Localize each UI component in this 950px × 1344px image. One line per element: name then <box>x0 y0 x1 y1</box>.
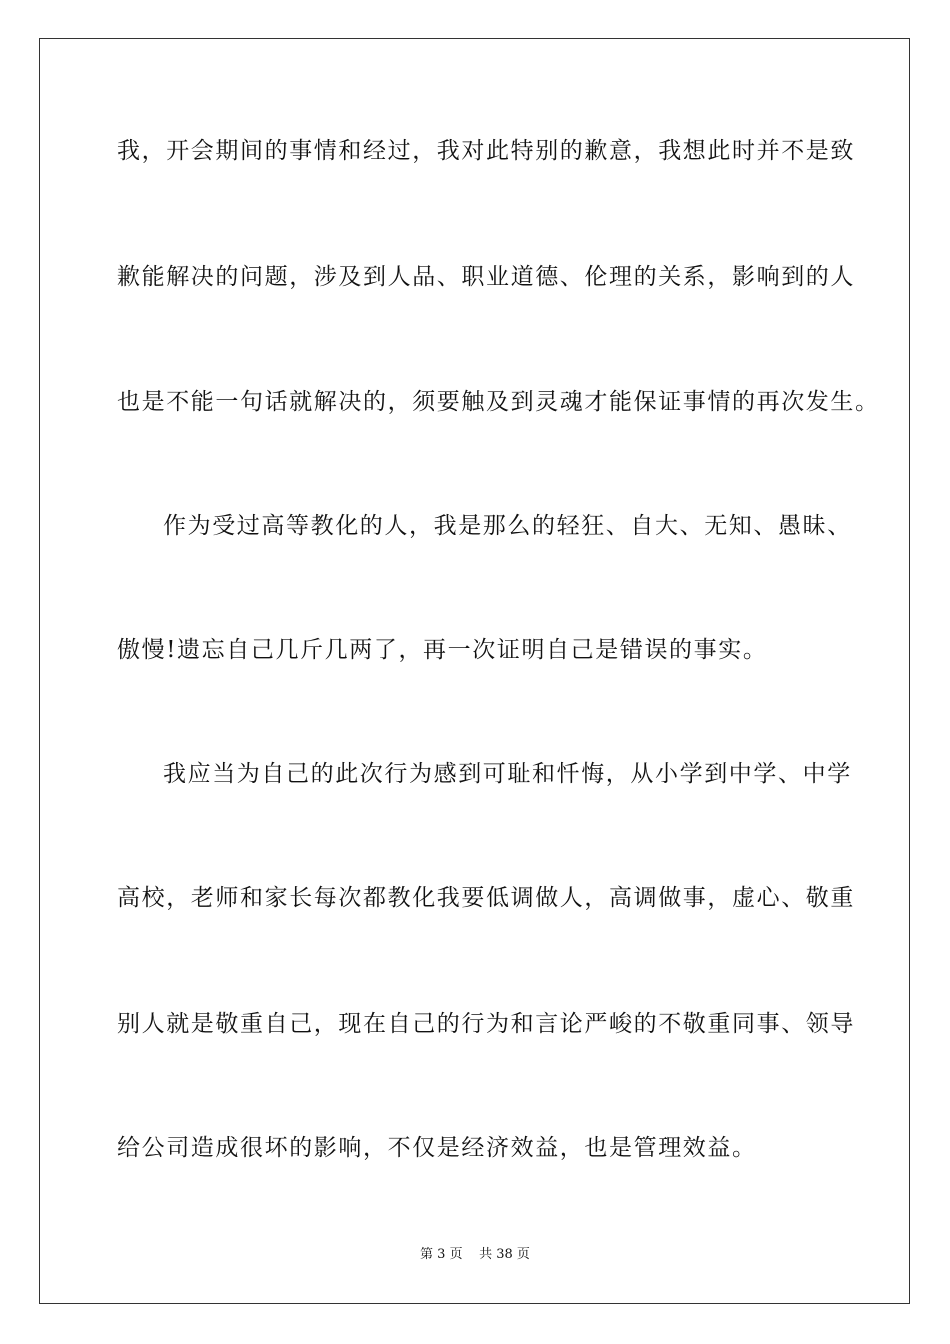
text-line: 歉能解决的问题，涉及到人品、职业道德、伦理的关系，影响到的人 <box>117 264 855 290</box>
text-line: 傲慢!遗忘自己几斤几两了，再一次证明自己是错误的事实。 <box>117 637 768 663</box>
text-line: 给公司造成很坏的影响，不仅是经济效益，也是管理效益。 <box>117 1135 757 1161</box>
page-footer <box>0 1246 950 1264</box>
paragraph-start-line: 我应当为自己的此次行为感到可耻和忏悔，从小学到中学、中学 <box>163 761 852 787</box>
text-line: 我，开会期间的事情和经过，我对此特别的歉意，我想此时并不是致 <box>117 138 855 164</box>
text-line: 也是不能一句话就解决的，须要触及到灵魂才能保证事情的再次发生。 <box>117 389 880 415</box>
text-line: 别人就是敬重自己，现在自己的行为和言论严峻的不敬重同事、领导 <box>117 1011 855 1037</box>
total-pages: 共 38 页 <box>479 1247 530 1262</box>
page-border <box>39 38 910 1304</box>
paragraph-start-line: 作为受过高等教化的人，我是那么的轻狂、自大、无知、愚昧、 <box>163 513 852 539</box>
page-number: 第 3 页 <box>420 1247 463 1262</box>
text-line: 高校，老师和家长每次都教化我要低调做人，高调做事，虚心、敬重 <box>117 885 855 911</box>
